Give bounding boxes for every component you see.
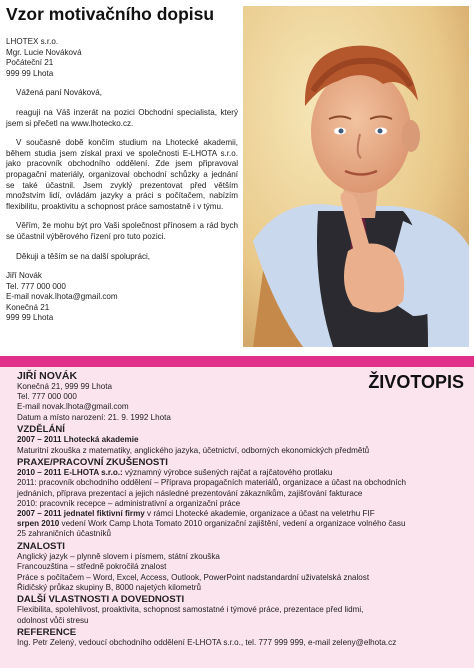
skill-item: Francouzština – středně pokročilá znalost: [17, 562, 167, 572]
experience-title: PRAXE/PRACOVNÍ ZKUŠENOSTI: [17, 456, 168, 468]
signature-email: E-mail novak.lhota@gmail.com: [6, 292, 118, 302]
education-detail: Maturitní zkouška z matematiky, anglického jazyka, účetnictví, odborných ekonomických předmětů: [17, 445, 370, 455]
cv-contact-phone: Tel. 777 000 000: [17, 392, 77, 402]
letter-paragraph-1: reaguji na Váš inzerát na pozici Obchodní specialista, který jsem si přečetl na www.lhotecko.cz.: [6, 107, 238, 128]
education-school: 2007 – 2011 Lhotecká akademie: [17, 435, 139, 445]
education-title: VZDĚLÁNÍ: [17, 423, 65, 435]
recipient-company: LHOTEX s.r.o.: [6, 37, 59, 46]
letter-signature: [6, 271, 238, 324]
letter-paragraph-4: Děkuji a těším se na další spolupráci,: [16, 251, 151, 261]
other-skill-line: odolnost vůči stresu: [17, 615, 89, 625]
recipient-city: 999 99 Lhota: [6, 68, 54, 78]
signature-city: 999 99 Lhota: [6, 313, 54, 323]
recipient-address: [6, 37, 238, 79]
experience-item: [17, 509, 467, 519]
signature-phone: Tel. 777 000 000: [6, 281, 66, 291]
experience-item: [17, 519, 467, 529]
cv-heading: ŽIVOTOPIS: [368, 372, 464, 392]
skill-item: Práce s počítačem – Word, Excel, Access, Outlook, PowerPoint nadstandardní uživatelská znalost: [17, 572, 370, 582]
experience-line: jednáních, příprava prezentací a jejich následné prezentování zákazníkům, zajišťování fakturace: [17, 488, 363, 498]
experience-item-text: významný výrobce sušených rajčat a rajčatového protlaku: [122, 468, 333, 478]
other-skill-line: Flexibilita, spolehlivost, proaktivita, schopnost samostatné i týmové práce, prezentace před lidmi,: [17, 605, 364, 615]
letter-greeting: Vážená paní Nováková,: [16, 88, 102, 98]
cover-letter: [6, 37, 238, 324]
cv-contact-address: Konečná 21, 999 99 Lhota: [17, 382, 112, 391]
recipient-street: Počáteční 21: [6, 58, 54, 68]
experience-line: 25 zahraničních účastníků: [17, 529, 112, 539]
experience-item-text: v rámci Lhotecké akademie, organizace a účast na veletrhu FIF: [144, 509, 375, 519]
cv-body: [17, 369, 467, 649]
experience-item-period: srpen 2010: [17, 519, 60, 529]
signature-name: Jiří Novák: [6, 271, 42, 281]
cv-contact-email: E-mail novak.lhota@gmail.com: [17, 402, 129, 412]
reference-title: REFERENCE: [17, 626, 77, 638]
cv-section: [0, 367, 474, 668]
experience-item-text: vedení Work Camp Lhota Tomato 2010 organizační zajištění, vedení a organizace volného času: [59, 519, 406, 529]
cv-contact-birth: Datum a místo narození: 21. 9. 1992 Lhota: [17, 412, 171, 422]
signature-street: Konečná 21: [6, 302, 50, 312]
experience-item: [17, 468, 467, 478]
page-title: Vzor motivačního dopisu: [6, 4, 215, 24]
skill-item: Anglický jazyk – plynně slovem i písmem, státní zkouška: [17, 552, 220, 562]
skill-item: Řidičský průkaz skupiny B, 8000 najetých kilometrů: [17, 582, 201, 592]
skills-title: ZNALOSTI: [17, 540, 65, 552]
experience-item-period: 2007 – 2011 jednatel fiktivní firmy: [17, 509, 145, 519]
man-pointing-photo: [243, 6, 469, 347]
letter-paragraph-3: Věřím, že mohu být pro Vaši společnost přínosem a rád bych se účastnil výběrového řízení pro tuto pozici.: [6, 221, 238, 241]
experience-line: 2010: pracovník recepce – administrativní a organizační práce: [17, 498, 241, 508]
other-skills-title: DALŠÍ VLASTNOSTI A DOVEDNOSTI: [17, 593, 185, 605]
cv-name: JIŘÍ NOVÁK: [17, 370, 78, 382]
letter-paragraph-2: V současné době končím studium na Lhotecké akademii, během studia jsem získal praxi ve společnosti E-LHOTA s.r.o. jako pracovník obchodního oddělení. Zde jsem připravoval propagační materiály, organizoval obchodní schůzky a jednání se také účastnil. Jsem zvyklý prezentovat před větším množstvím lidí, ovládám jazyky a práci s počítačem, nabízím flexibilitu, proaktivitu a schopnost práce samostatně i v týmu.: [6, 138, 238, 211]
experience-item-period: 2010 – 2011 E-LHOTA s.r.o.:: [17, 468, 123, 478]
cv-accent-bar: [0, 356, 474, 367]
recipient-person: Mgr. Lucie Nováková: [6, 47, 82, 57]
experience-line: 2011: pracovník obchodního oddělení – Příprava propagačních materiálů, organizace a účast na obchodních: [17, 478, 407, 488]
reference-text: Ing. Petr Zelený, vedoucí obchodního oddělení E-LHOTA s.r.o., tel. 777 999 999, e-mail zeleny@elhota.cz: [17, 638, 397, 648]
